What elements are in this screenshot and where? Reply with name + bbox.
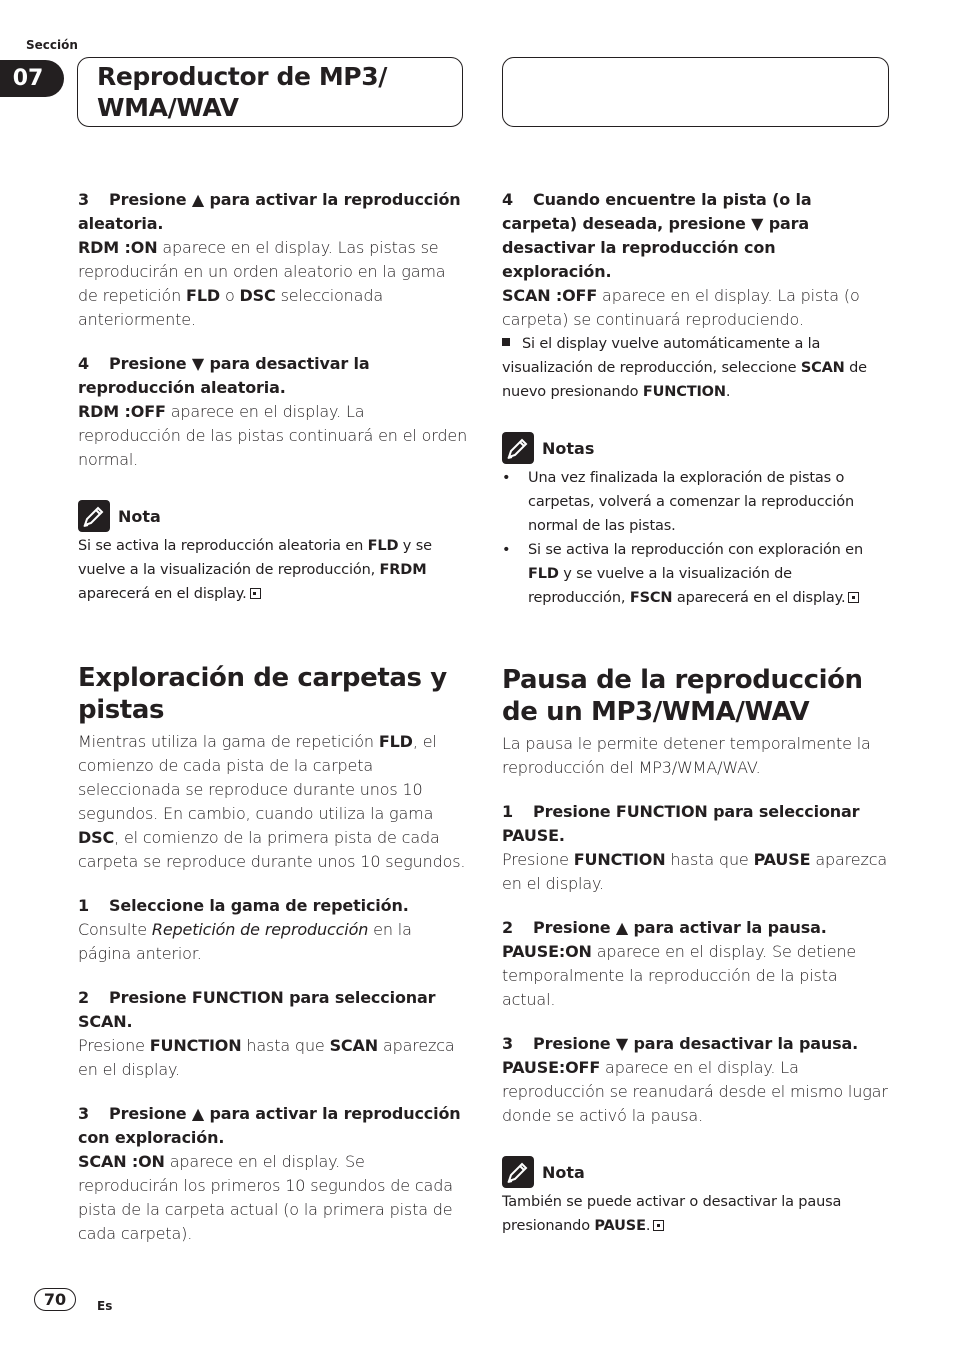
notes-item-2: • Si se activa la reproducción con exploración en FLD y se vuelve a la visualización de reproducción, FSCN aparecerá en el display.: [502, 542, 863, 606]
scan-step-2-body: Presione FUNCTION hasta que SCAN aparezca en el display.: [78, 1036, 455, 1079]
pause-step-3: 3 Presione ▼ para desactivar la pausa.: [502, 1034, 859, 1053]
scan-step-2: 2 Presione FUNCTION para seleccionar SCAN.: [78, 988, 436, 1031]
left-column: [78, 188, 468, 1246]
chapter-title-line1: Reproductor de MP3/: [97, 62, 387, 91]
language-code: Es: [97, 1299, 113, 1313]
scan-intro: Mientras utiliza la gama de repetición FLD, el comienzo de cada pista de la carpeta seleccionada se reproduce durante unos 10 segundos. En cambio, cuando utiliza la gama DSC, el comienzo de la primera pista de cada carpeta se reproduce durante unos 10 segundos.: [78, 732, 466, 871]
note-pencil-icon: [502, 1156, 534, 1188]
section-number-badge: 07: [0, 60, 64, 97]
note-pencil-icon: [78, 500, 110, 532]
step-3-random-on: 3 Presione ▲ para activar la reproducción aleatoria.: [78, 190, 461, 233]
note-pencil-icon: [502, 432, 534, 464]
notes-item-1: • Una vez finalizada la exploración de pistas o carpetas, volverá a comenzar la reproducción normal de las pistas.: [502, 470, 855, 534]
pause-note-heading: Nota: [502, 1156, 890, 1188]
end-mark-icon: [848, 592, 859, 603]
right-column: [502, 188, 890, 1238]
scan-step-4: 4 Cuando encuentre la pista (o la carpeta) deseada, presione ▼ para desactivar la reproducción con exploración.: [502, 190, 812, 281]
step-3-body: RDM :ON aparece en el display. Las pistas se reproducirán en un orden aleatorio en la gama de repetición FLD o DSC seleccionada anteriormente.: [78, 238, 446, 329]
end-mark-icon: [250, 588, 261, 599]
pause-step-3-body: PAUSE:OFF aparece en el display. La reproducción se reanudará desde el mismo lugar donde se activó la pausa.: [502, 1058, 888, 1125]
section-title-pause: Pausa de la reproducción de un MP3/WMA/WAV: [502, 665, 863, 727]
note-text: Si se activa la reproducción aleatoria en FLD y se vuelve a la visualización de reproducción, FRDM aparecerá en el display.: [78, 538, 432, 602]
scan-step-1: 1 Seleccione la gama de repetición.: [78, 896, 409, 915]
note-heading: Nota: [78, 500, 468, 532]
scan-step-3-body: SCAN :ON aparece en el display. Se reproducirán los primeros 10 segundos de cada pista de la carpeta actual (o la primera pista de cada carpeta).: [78, 1152, 453, 1243]
pause-step-1: 1 Presione FUNCTION para seleccionar PAUSE.: [502, 802, 860, 845]
step-4-random-off: 4 Presione ▼ para desactivar la reproducción aleatoria.: [78, 354, 370, 397]
notes-heading: Notas: [502, 432, 890, 464]
step-4-body: RDM :OFF aparece en el display. La reproducción de las pistas continuará en el orden normal.: [78, 402, 468, 469]
pause-intro: La pausa le permite detener temporalmente la reproducción del MP3/WMA/WAV.: [502, 734, 871, 777]
scan-step-4-body: SCAN :OFF aparece en el display. La pista (o carpeta) se continuará reproduciendo.: [502, 286, 860, 329]
page-number: 70: [34, 1288, 76, 1311]
scan-step-3: 3 Presione ▲ para activar la reproducción con exploración.: [78, 1104, 461, 1147]
chapter-title: [97, 61, 387, 123]
square-bullet-icon: [502, 338, 510, 346]
pause-note-text: También se puede activar o desactivar la pausa presionando PAUSE.: [502, 1194, 842, 1234]
scan-step-1-body: Consulte Repetición de reproducción en la página anterior.: [78, 920, 412, 963]
scan-step-4-sub: Si el display vuelve automáticamente a la visualización de reproducción, seleccione SCAN de nuevo presionando FUNCTION.: [502, 336, 867, 400]
header-empty-frame: [502, 57, 889, 127]
pause-step-2: 2 Presione ▲ para activar la pausa.: [502, 918, 827, 937]
section-title-scan: Exploración de carpetas y pistas: [78, 663, 447, 725]
pause-step-1-body: Presione FUNCTION hasta que PAUSE aparezca en el display.: [502, 850, 887, 893]
chapter-title-line2: WMA/WAV: [97, 93, 239, 122]
pause-step-2-body: PAUSE:ON aparece en el display. Se detiene temporalmente la reproducción de la pista actual.: [502, 942, 857, 1009]
end-mark-icon: [653, 1220, 664, 1231]
section-label: Sección: [26, 38, 78, 52]
